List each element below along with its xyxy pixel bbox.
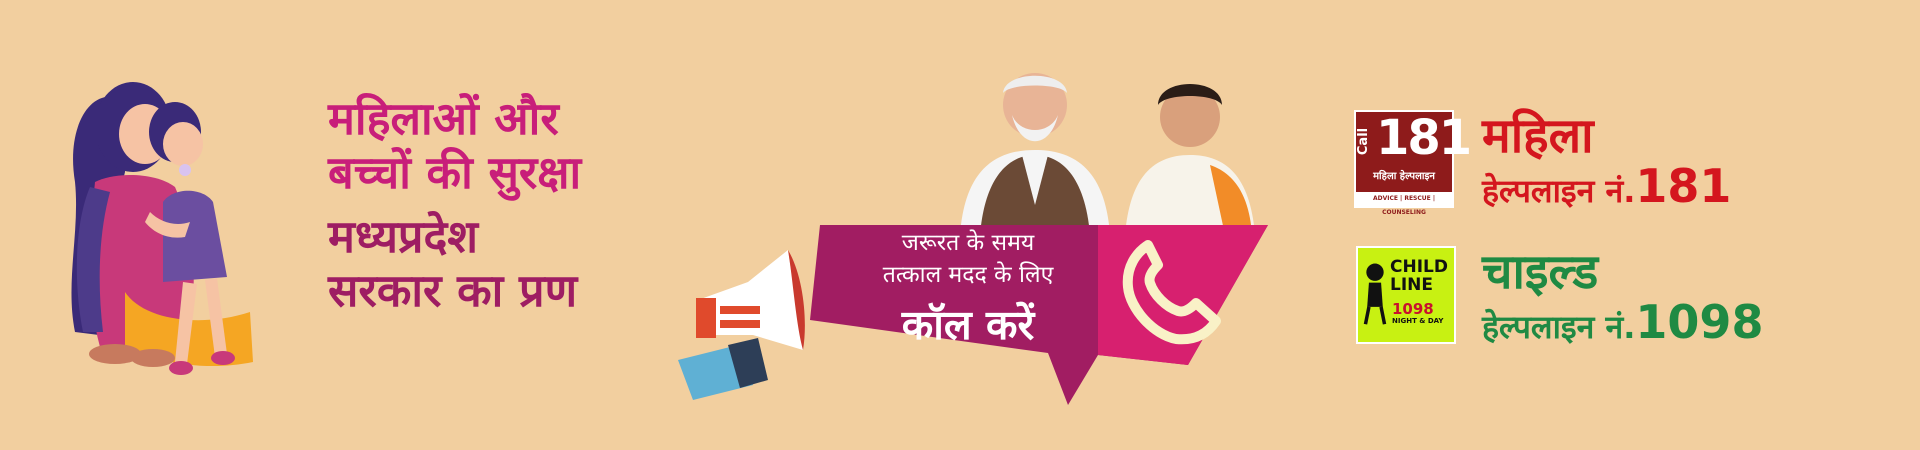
helpline-1098-label-line [1482, 295, 1764, 349]
helpline-181-title: महिला [1482, 108, 1594, 164]
child-figure-icon [1362, 256, 1388, 330]
tagline [328, 92, 708, 318]
helpline-181-text [1482, 108, 1731, 213]
callout-line-2: तत्काल मदद के लिए [882, 262, 1054, 288]
logo-1098-subtitle: NIGHT & DAY [1392, 317, 1444, 325]
callout-line-3: कॉल करें [901, 301, 1035, 349]
logo-1098-number: 1098 [1392, 300, 1434, 318]
mother-child-illustration [55, 62, 270, 392]
helpline-1098-number: 1098 [1635, 295, 1764, 349]
call-now-callout [798, 215, 1298, 410]
tagline-line-3: मध्यप्रदेश [328, 210, 479, 263]
logo-181-strip: ADVICE | RESCUE | COUNSELING [1356, 192, 1452, 206]
helpline-1098-text [1482, 244, 1763, 349]
helpline-181-label-line [1482, 159, 1732, 213]
tagline-line-2: बच्चों की सुरक्षा [328, 146, 582, 199]
helpline-181-label: हेल्पलाइन नं. [1482, 172, 1636, 210]
phone-icon [1114, 237, 1226, 349]
helpline-1098-label: हेल्पलाइन नं. [1482, 308, 1636, 346]
logo-call-label: Call [1356, 127, 1372, 156]
helpline-181-number: 181 [1635, 159, 1732, 213]
tagline-line-4: सरकार का प्रण [328, 264, 578, 317]
helpline-1098-title: चाइल्ड [1482, 244, 1599, 300]
leaders-photo [940, 55, 1280, 235]
callout-text [818, 227, 1118, 353]
logo-181-number: 181 [1376, 110, 1471, 166]
logo-181-subtitle: महिला हेल्पलाइन [1373, 171, 1435, 182]
callout-line-1: जरूरत के समय [901, 230, 1035, 256]
helpline-181-logo [1354, 110, 1471, 216]
tagline-line-1: महिलाओं और [328, 92, 559, 145]
logo-childline-name: CHILD LINE [1390, 257, 1448, 295]
helpline-1098-logo [1356, 246, 1456, 344]
